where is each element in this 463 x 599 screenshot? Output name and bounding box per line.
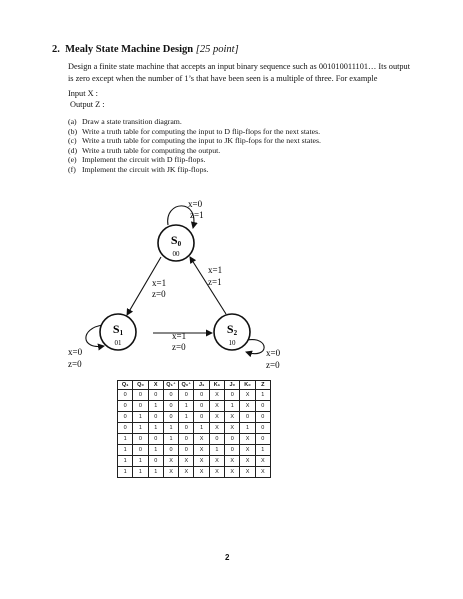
table-cell: 1 bbox=[240, 423, 255, 434]
table-cell: 0 bbox=[148, 456, 163, 467]
table-cell: 1 bbox=[255, 390, 270, 401]
table-cell: X bbox=[209, 423, 224, 434]
table-row bbox=[118, 456, 271, 467]
table-header-row bbox=[118, 381, 271, 390]
table-cell: 0 bbox=[133, 390, 148, 401]
state-code: 01 bbox=[114, 339, 122, 347]
table-cell: 0 bbox=[148, 390, 163, 401]
task-text: Implement the circuit with JK flip-flops. bbox=[82, 164, 209, 174]
task-label: (d) bbox=[68, 145, 78, 155]
table-cell: X bbox=[209, 401, 224, 412]
output-label: Output Z : bbox=[70, 99, 105, 109]
table-row bbox=[118, 467, 271, 478]
task-list bbox=[68, 117, 321, 175]
table-row bbox=[118, 434, 271, 445]
table-cell: X bbox=[194, 456, 209, 467]
table-cell: 0 bbox=[118, 423, 133, 434]
task-label: (a) bbox=[68, 117, 77, 126]
table-cell: 0 bbox=[255, 423, 270, 434]
table-cell: X bbox=[240, 445, 255, 456]
s0-loop-z-label: z=1 bbox=[190, 210, 204, 220]
table-cell: 1 bbox=[163, 423, 178, 434]
s0-s1-z-label: z=0 bbox=[152, 289, 166, 299]
table-cell: 0 bbox=[148, 434, 163, 445]
table-row bbox=[118, 401, 271, 412]
task-text: Write a truth table for computing the input to D flip-flops for the next states. bbox=[82, 126, 321, 136]
task-text: Draw a state transition diagram. bbox=[82, 117, 182, 126]
table-cell: 0 bbox=[118, 412, 133, 423]
state-s1 bbox=[100, 314, 136, 350]
table-cell: X bbox=[240, 467, 255, 478]
table-cell: X bbox=[225, 423, 240, 434]
table-cell: X bbox=[179, 467, 194, 478]
table-cell: 1 bbox=[118, 445, 133, 456]
table-row bbox=[118, 390, 271, 401]
table-cell: 0 bbox=[148, 412, 163, 423]
state-subscript: 1 bbox=[119, 329, 124, 337]
task-label: (f) bbox=[68, 164, 76, 174]
task-label: (e) bbox=[68, 155, 77, 165]
s2-s0-x-label: x=1 bbox=[208, 265, 223, 275]
table-cell: 1 bbox=[148, 467, 163, 478]
task-text: Implement the circuit with D flip-flops. bbox=[82, 155, 206, 165]
s0-loop-x-label: x=0 bbox=[188, 199, 203, 209]
table-cell: 0 bbox=[240, 412, 255, 423]
table-cell: 0 bbox=[209, 434, 224, 445]
table-cell: X bbox=[163, 467, 178, 478]
table-row bbox=[118, 412, 271, 423]
column-header: Q₀ bbox=[133, 381, 148, 390]
column-header: Z bbox=[255, 381, 270, 390]
s1-loop-z-label: z=0 bbox=[68, 359, 82, 369]
table-cell: X bbox=[225, 467, 240, 478]
table-cell: 0 bbox=[179, 423, 194, 434]
table-row bbox=[118, 445, 271, 456]
table-cell: X bbox=[240, 434, 255, 445]
column-header: Q₁ bbox=[118, 381, 133, 390]
s0-s1-x-label: x=1 bbox=[152, 278, 167, 288]
task-item bbox=[68, 155, 321, 165]
table-cell: X bbox=[240, 456, 255, 467]
table-cell: X bbox=[209, 467, 224, 478]
task-label: (b) bbox=[68, 126, 78, 136]
table-cell: 1 bbox=[209, 445, 224, 456]
table-cell: 1 bbox=[118, 456, 133, 467]
state-name: S bbox=[226, 322, 234, 336]
state-code: 10 bbox=[228, 339, 236, 347]
problem-points: [25 point] bbox=[195, 44, 239, 55]
state-subscript: 0 bbox=[177, 240, 182, 248]
column-header: K₁ bbox=[209, 381, 224, 390]
input-label: Input X : bbox=[68, 89, 98, 98]
io-labels bbox=[68, 89, 105, 110]
table-cell: X bbox=[163, 456, 178, 467]
task-label: (c) bbox=[68, 136, 77, 146]
table-cell: 0 bbox=[163, 390, 178, 401]
column-header: J₀ bbox=[225, 381, 240, 390]
table-cell: 0 bbox=[225, 390, 240, 401]
task-item bbox=[68, 127, 321, 137]
table-cell: 1 bbox=[148, 445, 163, 456]
s2-loop-x-label: x=0 bbox=[266, 348, 281, 358]
table-cell: 0 bbox=[194, 401, 209, 412]
table-cell: X bbox=[209, 390, 224, 401]
table-cell: 0 bbox=[255, 434, 270, 445]
table-cell: 0 bbox=[133, 445, 148, 456]
table-cell: 0 bbox=[194, 390, 209, 401]
column-header: X bbox=[148, 381, 163, 390]
table-cell: 1 bbox=[148, 401, 163, 412]
table-cell: X bbox=[194, 445, 209, 456]
table-cell: 1 bbox=[118, 434, 133, 445]
state-s2 bbox=[214, 314, 250, 350]
table-cell: X bbox=[240, 390, 255, 401]
state-subscript: 2 bbox=[233, 329, 238, 337]
table-cell: X bbox=[255, 456, 270, 467]
state-name: S bbox=[170, 233, 178, 247]
table-cell: 0 bbox=[118, 390, 133, 401]
task-text: Write a truth table for computing the input to JK flip-fops for the next states. bbox=[82, 136, 321, 146]
table-cell: X bbox=[225, 456, 240, 467]
task-item bbox=[68, 165, 321, 175]
table-row bbox=[118, 423, 271, 434]
task-text: Write a truth table for computing the output. bbox=[82, 145, 221, 155]
truth-table bbox=[117, 380, 271, 478]
s1-s2-z-label: z=0 bbox=[172, 342, 186, 352]
table-cell: 1 bbox=[118, 467, 133, 478]
table-cell: 0 bbox=[179, 390, 194, 401]
problem-title: Mealy State Machine Design bbox=[65, 44, 194, 55]
table-cell: 0 bbox=[255, 412, 270, 423]
column-header: Q₁⁺ bbox=[163, 381, 178, 390]
table-cell: 1 bbox=[133, 467, 148, 478]
table-cell: 0 bbox=[225, 434, 240, 445]
table-cell: 1 bbox=[194, 423, 209, 434]
table-cell: 1 bbox=[179, 401, 194, 412]
table-cell: 0 bbox=[255, 401, 270, 412]
table-cell: X bbox=[179, 456, 194, 467]
table-cell: 1 bbox=[179, 412, 194, 423]
state-transition-diagram bbox=[0, 190, 463, 385]
column-header: K₀ bbox=[240, 381, 255, 390]
problem-description: Design a finite state machine that accepts an input binary sequence such as 001010011101… Its output is zero except when the number of 1’s that have been seen is a multiple of three. For example bbox=[68, 62, 410, 83]
state-s0 bbox=[158, 225, 194, 261]
table-cell: X bbox=[240, 401, 255, 412]
state-code: 00 bbox=[172, 250, 180, 258]
task-item bbox=[68, 146, 321, 156]
table-cell: 0 bbox=[133, 401, 148, 412]
s2-loop-z-label: z=0 bbox=[266, 360, 280, 370]
table-cell: 0 bbox=[133, 434, 148, 445]
s1-s2-x-label: x=1 bbox=[172, 331, 187, 341]
s2-s0-z-label: z=1 bbox=[208, 277, 222, 287]
column-header: Q₀⁺ bbox=[179, 381, 194, 390]
table-cell: 0 bbox=[118, 401, 133, 412]
task-item bbox=[68, 136, 321, 146]
column-header: J₁ bbox=[194, 381, 209, 390]
table-cell: 0 bbox=[179, 434, 194, 445]
self-loop-s2 bbox=[246, 340, 264, 354]
table-cell: 1 bbox=[133, 412, 148, 423]
table-cell: X bbox=[255, 467, 270, 478]
s1-loop-x-label: x=0 bbox=[68, 347, 83, 357]
table-cell: X bbox=[209, 412, 224, 423]
table-cell: 1 bbox=[163, 434, 178, 445]
page-number: 2 bbox=[225, 553, 230, 562]
table-cell: 1 bbox=[225, 401, 240, 412]
table-cell: 0 bbox=[225, 445, 240, 456]
table-cell: X bbox=[194, 434, 209, 445]
table-cell: 1 bbox=[133, 423, 148, 434]
state-name: S bbox=[112, 322, 120, 336]
table-cell: 0 bbox=[163, 445, 178, 456]
table-cell: 0 bbox=[179, 445, 194, 456]
table-cell: X bbox=[225, 412, 240, 423]
table-cell: 0 bbox=[194, 412, 209, 423]
table-cell: 0 bbox=[163, 412, 178, 423]
problem-heading bbox=[52, 44, 239, 55]
task-item bbox=[68, 117, 321, 127]
table-cell: 1 bbox=[133, 456, 148, 467]
table-cell: 1 bbox=[255, 445, 270, 456]
table-cell: X bbox=[194, 467, 209, 478]
problem-number: 2. bbox=[52, 44, 60, 55]
table-cell: 0 bbox=[163, 401, 178, 412]
table-cell: X bbox=[209, 456, 224, 467]
table-cell: 1 bbox=[148, 423, 163, 434]
